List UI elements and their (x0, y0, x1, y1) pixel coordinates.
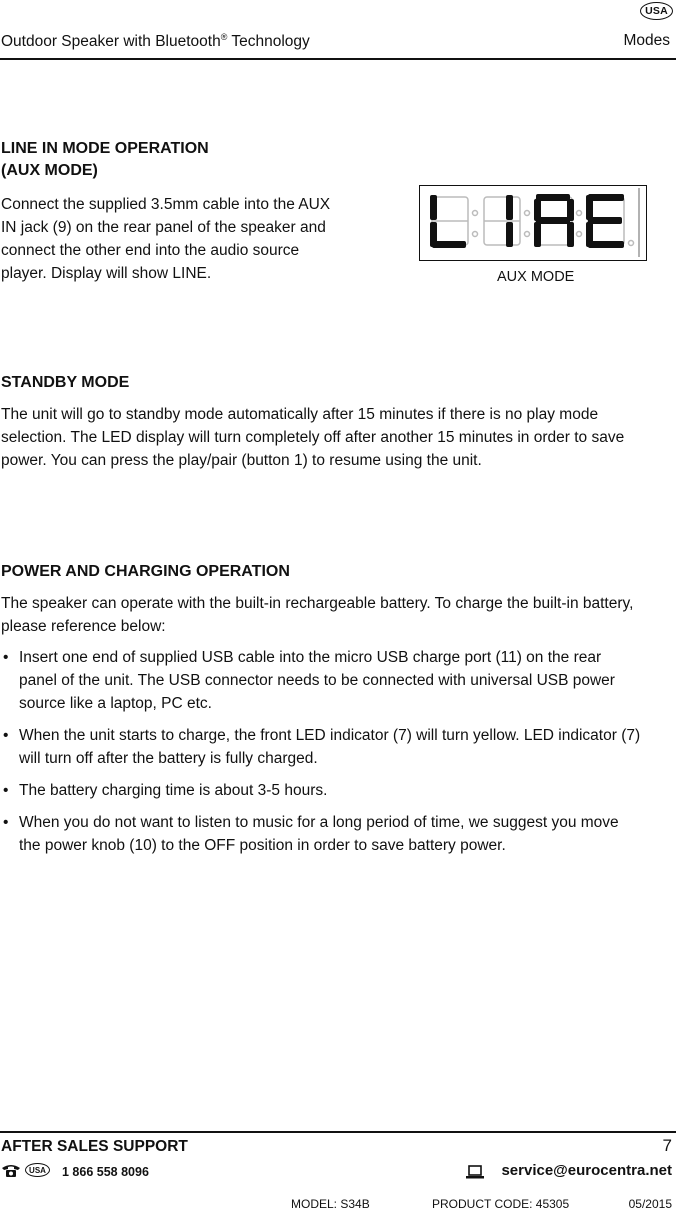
page-number: 7 (662, 1136, 672, 1155)
title-suffix: Technology (227, 33, 310, 51)
line-in-body: Connect the supplied 3.5mm cable into the AUX IN jack (9) on the rear panel of the speaker and connect the other end into the audio source player. Display will show LINE. (1, 196, 331, 282)
standby-title: STANDBY MODE (1, 374, 130, 391)
aux-mode-caption: AUX MODE (497, 269, 575, 285)
list-item (1, 779, 641, 802)
charging-steps-list (1, 646, 641, 866)
list-item-text: When the unit starts to charge, the front LED indicator (7) will turn yellow. LED indicator (7) will turn off after the battery is fully charged. (19, 727, 641, 767)
list-item (1, 646, 641, 715)
document-title (1, 32, 310, 51)
section-name: Modes (623, 32, 670, 49)
title-text: Outdoor Speaker with Bluetooth (1, 33, 221, 51)
header-divider (0, 58, 676, 60)
product-code: PRODUCT CODE: 45305 (432, 1197, 570, 1211)
list-item-text: Insert one end of supplied USB cable into the micro USB charge port (11) on the rear panel of the unit. The USB connector needs to be connected with universal USB power source like a laptop, PC etc. (19, 649, 615, 712)
phone-icon (1, 1164, 21, 1183)
line-in-subtitle: (AUX MODE) (1, 162, 98, 179)
standby-body: The unit will go to standby mode automatically after 15 minutes if there is no play mode selection. The LED display will turn completely off after another 15 minutes in order to save power. You can press the play/pair (button 1) to resume using the unit. (1, 406, 625, 469)
laptop-icon (466, 1165, 484, 1184)
line-in-title: LINE IN MODE OPERATION (1, 140, 209, 157)
bullet: • (3, 727, 9, 744)
power-intro: The speaker can operate with the built-in rechargeable battery. To charge the built-in battery, please reference below: (1, 595, 634, 635)
bullet: • (3, 649, 9, 666)
led-display (419, 185, 647, 261)
support-email[interactable]: service@eurocentra.net (501, 1162, 672, 1179)
publication-date: 05/2015 (628, 1197, 672, 1211)
phone-number[interactable]: 1 866 558 8096 (62, 1165, 149, 1179)
registered-mark: ® (220, 32, 228, 42)
usa-badge-small: USA (25, 1163, 50, 1177)
footer-divider (0, 1131, 676, 1133)
list-item (1, 724, 641, 770)
list-item (1, 811, 641, 857)
list-item-text: The battery charging time is about 3-5 hours. (19, 782, 328, 799)
bullet: • (3, 814, 9, 831)
support-title: AFTER SALES SUPPORT (1, 1138, 188, 1155)
bullet: • (3, 782, 9, 799)
list-item-text: When you do not want to listen to music for a long period of time, we suggest you move the power knob (10) to the OFF position in order to save battery power. (19, 814, 619, 854)
power-title: POWER AND CHARGING OPERATION (1, 563, 290, 580)
led-digits-graphic (420, 186, 646, 259)
usa-badge: USA (640, 2, 673, 20)
model-number: MODEL: S34B (291, 1197, 370, 1211)
